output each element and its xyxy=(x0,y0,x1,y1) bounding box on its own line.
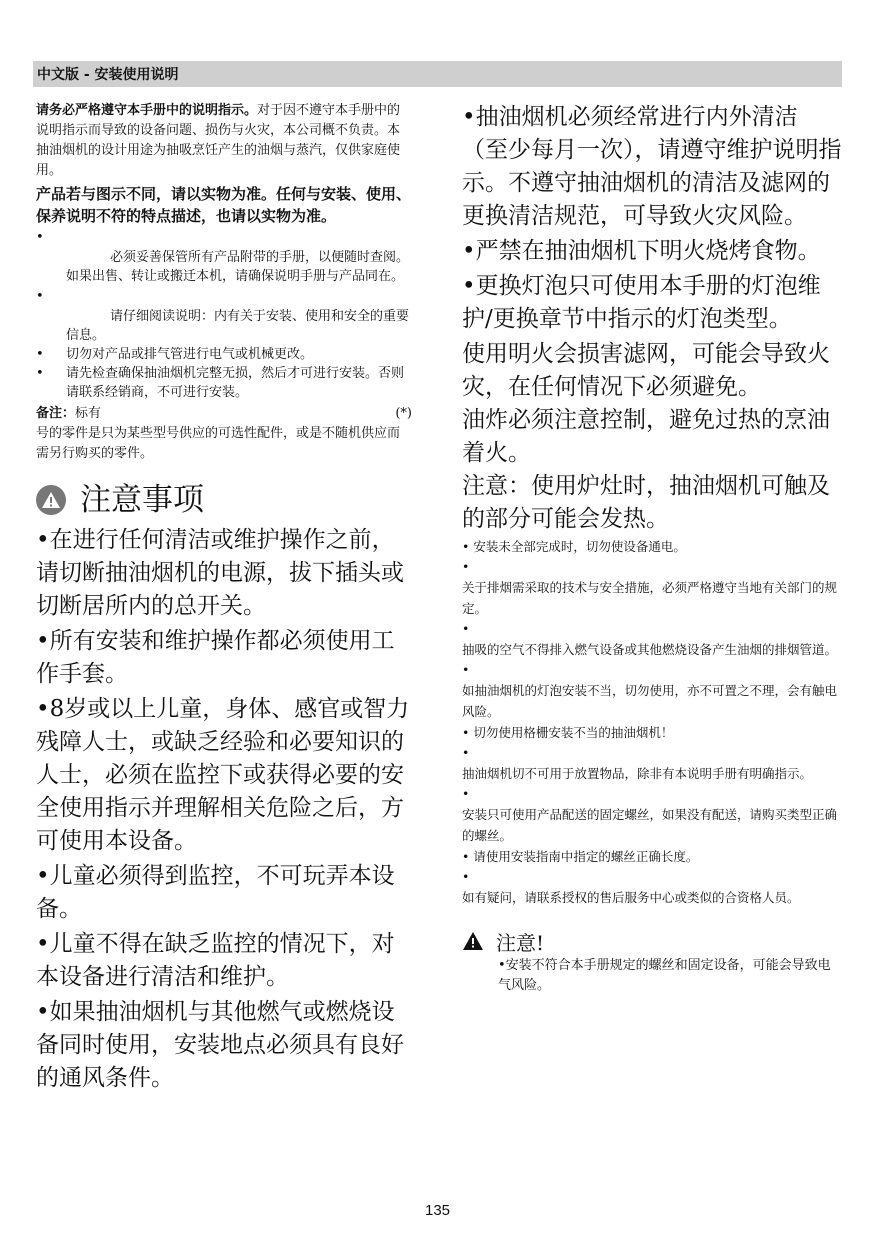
notice-power: • 安装未全部完成时，切勿使设备通电。 xyxy=(462,539,686,554)
warning-children-play: •儿童必须得到监控，不可玩弄本设备。 xyxy=(36,863,395,922)
warning-children-supervision: •8岁或以上儿童，身体、感官或智力残障人士，或缺乏经验和必要知识的人士，必须在监控下或获得必要的安全使用指示并理解相关危险之后，方可使用本设备。 xyxy=(36,696,410,854)
notice-no-objects: 抽油烟机切不可用于放置物品，除非有本说明手册有明确指示。 xyxy=(462,766,813,781)
notice-screw-length: • 请使用安装指南中指定的螺丝正确长度。 xyxy=(462,849,699,864)
page-number: 135 xyxy=(424,1202,451,1219)
note-line xyxy=(36,404,412,424)
warning-triangle-icon xyxy=(462,931,484,951)
left-column xyxy=(36,101,412,1095)
intro-text: 对于因不遵守本手册中的说明指示而导致的设备问题、损伤与火灾，本公司概不负责。本抽油烟机的设计用途为抽吸烹饪产生的油烟与蒸汽，仅供家庭使用。 xyxy=(36,103,401,178)
warning-cleaning: •抽油烟机必须经常进行内外清洁（至少每月一次），请遵守维护说明指示。不遵守抽油烟机的清洁及滤网的更换清洁规范，可导致火灾风险。 xyxy=(462,104,842,229)
notice-bulb: 如抽油烟机的灯泡安装不当，切勿使用，亦不可置之不理，会有触电风险。 xyxy=(462,683,838,719)
bullet-text: 请先检查确保抽油烟机完整无损，然后才可进行安装。否则请联系经销商，不可进行安装。 xyxy=(66,366,405,400)
note-star: (*) xyxy=(395,406,412,421)
right-column xyxy=(462,101,842,996)
note-text-b: 号的零件是只为某些型号供应的可选性配件，或是不随机供应而需另行购买的零件。 xyxy=(36,426,401,461)
warning-no-flambe: •严禁在抽油烟机下明火烧烤食物。 xyxy=(462,238,821,264)
intro-bold-text: 请务必严格遵守本手册中的说明指示。 xyxy=(36,103,258,118)
warning-open-flame: 使用明火会损害滤网，可能会导致火灾，在任何情况下必须避免。 xyxy=(462,341,830,400)
section-heading xyxy=(36,478,412,522)
attention-text: •安装不符合本手册规定的螺丝和固定设备，可能会导致电气风险。 xyxy=(498,958,831,993)
warning-children-cleaning: •儿童不得在缺乏监控的情况下，对本设备进行清洁和维护。 xyxy=(36,931,395,990)
bullet-read-instructions: 请仔细阅读说明：内有关于安装、使用和安全的重要信息。 xyxy=(66,309,410,343)
bullet-marker: • xyxy=(462,559,470,574)
notice-service-center: 如有疑问，请联系授权的售后服务中心或类似的合资格人员。 xyxy=(462,890,800,905)
product-notice: 产品若与图示不同，请以实物为准。任何与安装、使用、保养说明不符的特点描述，也请以实物为准。 xyxy=(36,185,412,225)
warning-hot-parts: 注意：使用炉灶时，抽油烟机可触及的部分可能会发热。 xyxy=(462,473,830,532)
bullet-marker: • xyxy=(36,289,44,304)
warning-gloves: •所有安装和维护操作都必须使用工作手套。 xyxy=(36,628,395,687)
warning-bulb-type: •更换灯泡只可使用本手册的灯泡维护/更换章节中指示的灯泡类型。 xyxy=(462,273,821,332)
warning-ventilation: •如果抽油烟机与其他燃气或燃烧设备同时使用，安装地点必须具有良好的通风条件。 xyxy=(36,999,404,1091)
warning-icon xyxy=(36,485,66,515)
bullet-marker: • xyxy=(462,786,470,801)
bullet-marker: • xyxy=(462,745,470,760)
bullet-check-intact xyxy=(36,364,412,402)
notice-screws: 安装只可使用产品配送的固定螺丝，如果没有配送，请购买类型正确的螺丝。 xyxy=(462,807,838,843)
bullet-marker: • xyxy=(462,621,470,636)
bullet-dot: • xyxy=(36,347,44,362)
section-title: 注意事项 xyxy=(80,482,204,518)
note-text-a: 标有 xyxy=(75,406,102,421)
intro-paragraph xyxy=(36,101,412,181)
warning-frying: 油炸必须注意控制，避免过热的烹油着火。 xyxy=(462,407,830,466)
bullet-manual-keep: 必须妥善保管所有产品附带的手册，以便随时查阅。如果出售、转让或搬迁本机，请确保说明手册与产品同在。 xyxy=(66,250,410,284)
bullet-dot: • xyxy=(36,366,44,381)
bullet-marker: • xyxy=(462,869,470,884)
warning-unplug: •在进行任何清洁或维护操作之前，请切断抽油烟机的电源，拔下插头或切断居所内的总开关。 xyxy=(36,527,404,619)
bullet-no-modification xyxy=(36,345,412,364)
bullet-marker: • xyxy=(36,230,44,245)
bullet-text: 切勿对产品或排气管进行电气或机械更改。 xyxy=(66,347,314,362)
attention-title: 注意! xyxy=(496,930,545,955)
notice-flue: 抽吸的空气不得排入燃气设备或其他燃烧设备产生油烟的排烟管道。 xyxy=(462,642,838,657)
attention-heading xyxy=(462,926,842,956)
page-header-title: 中文版 - 安装使用说明 xyxy=(37,67,179,83)
note-label: 备注： xyxy=(36,406,76,421)
notice-grille: • 切勿使用格栅安装不当的抽油烟机！ xyxy=(462,725,674,740)
notice-exhaust-regulations: 关于排烟需采取的技术与安全措施，必须严格遵守当地有关部门的规定。 xyxy=(462,580,838,616)
bullet-marker: • xyxy=(462,662,470,677)
